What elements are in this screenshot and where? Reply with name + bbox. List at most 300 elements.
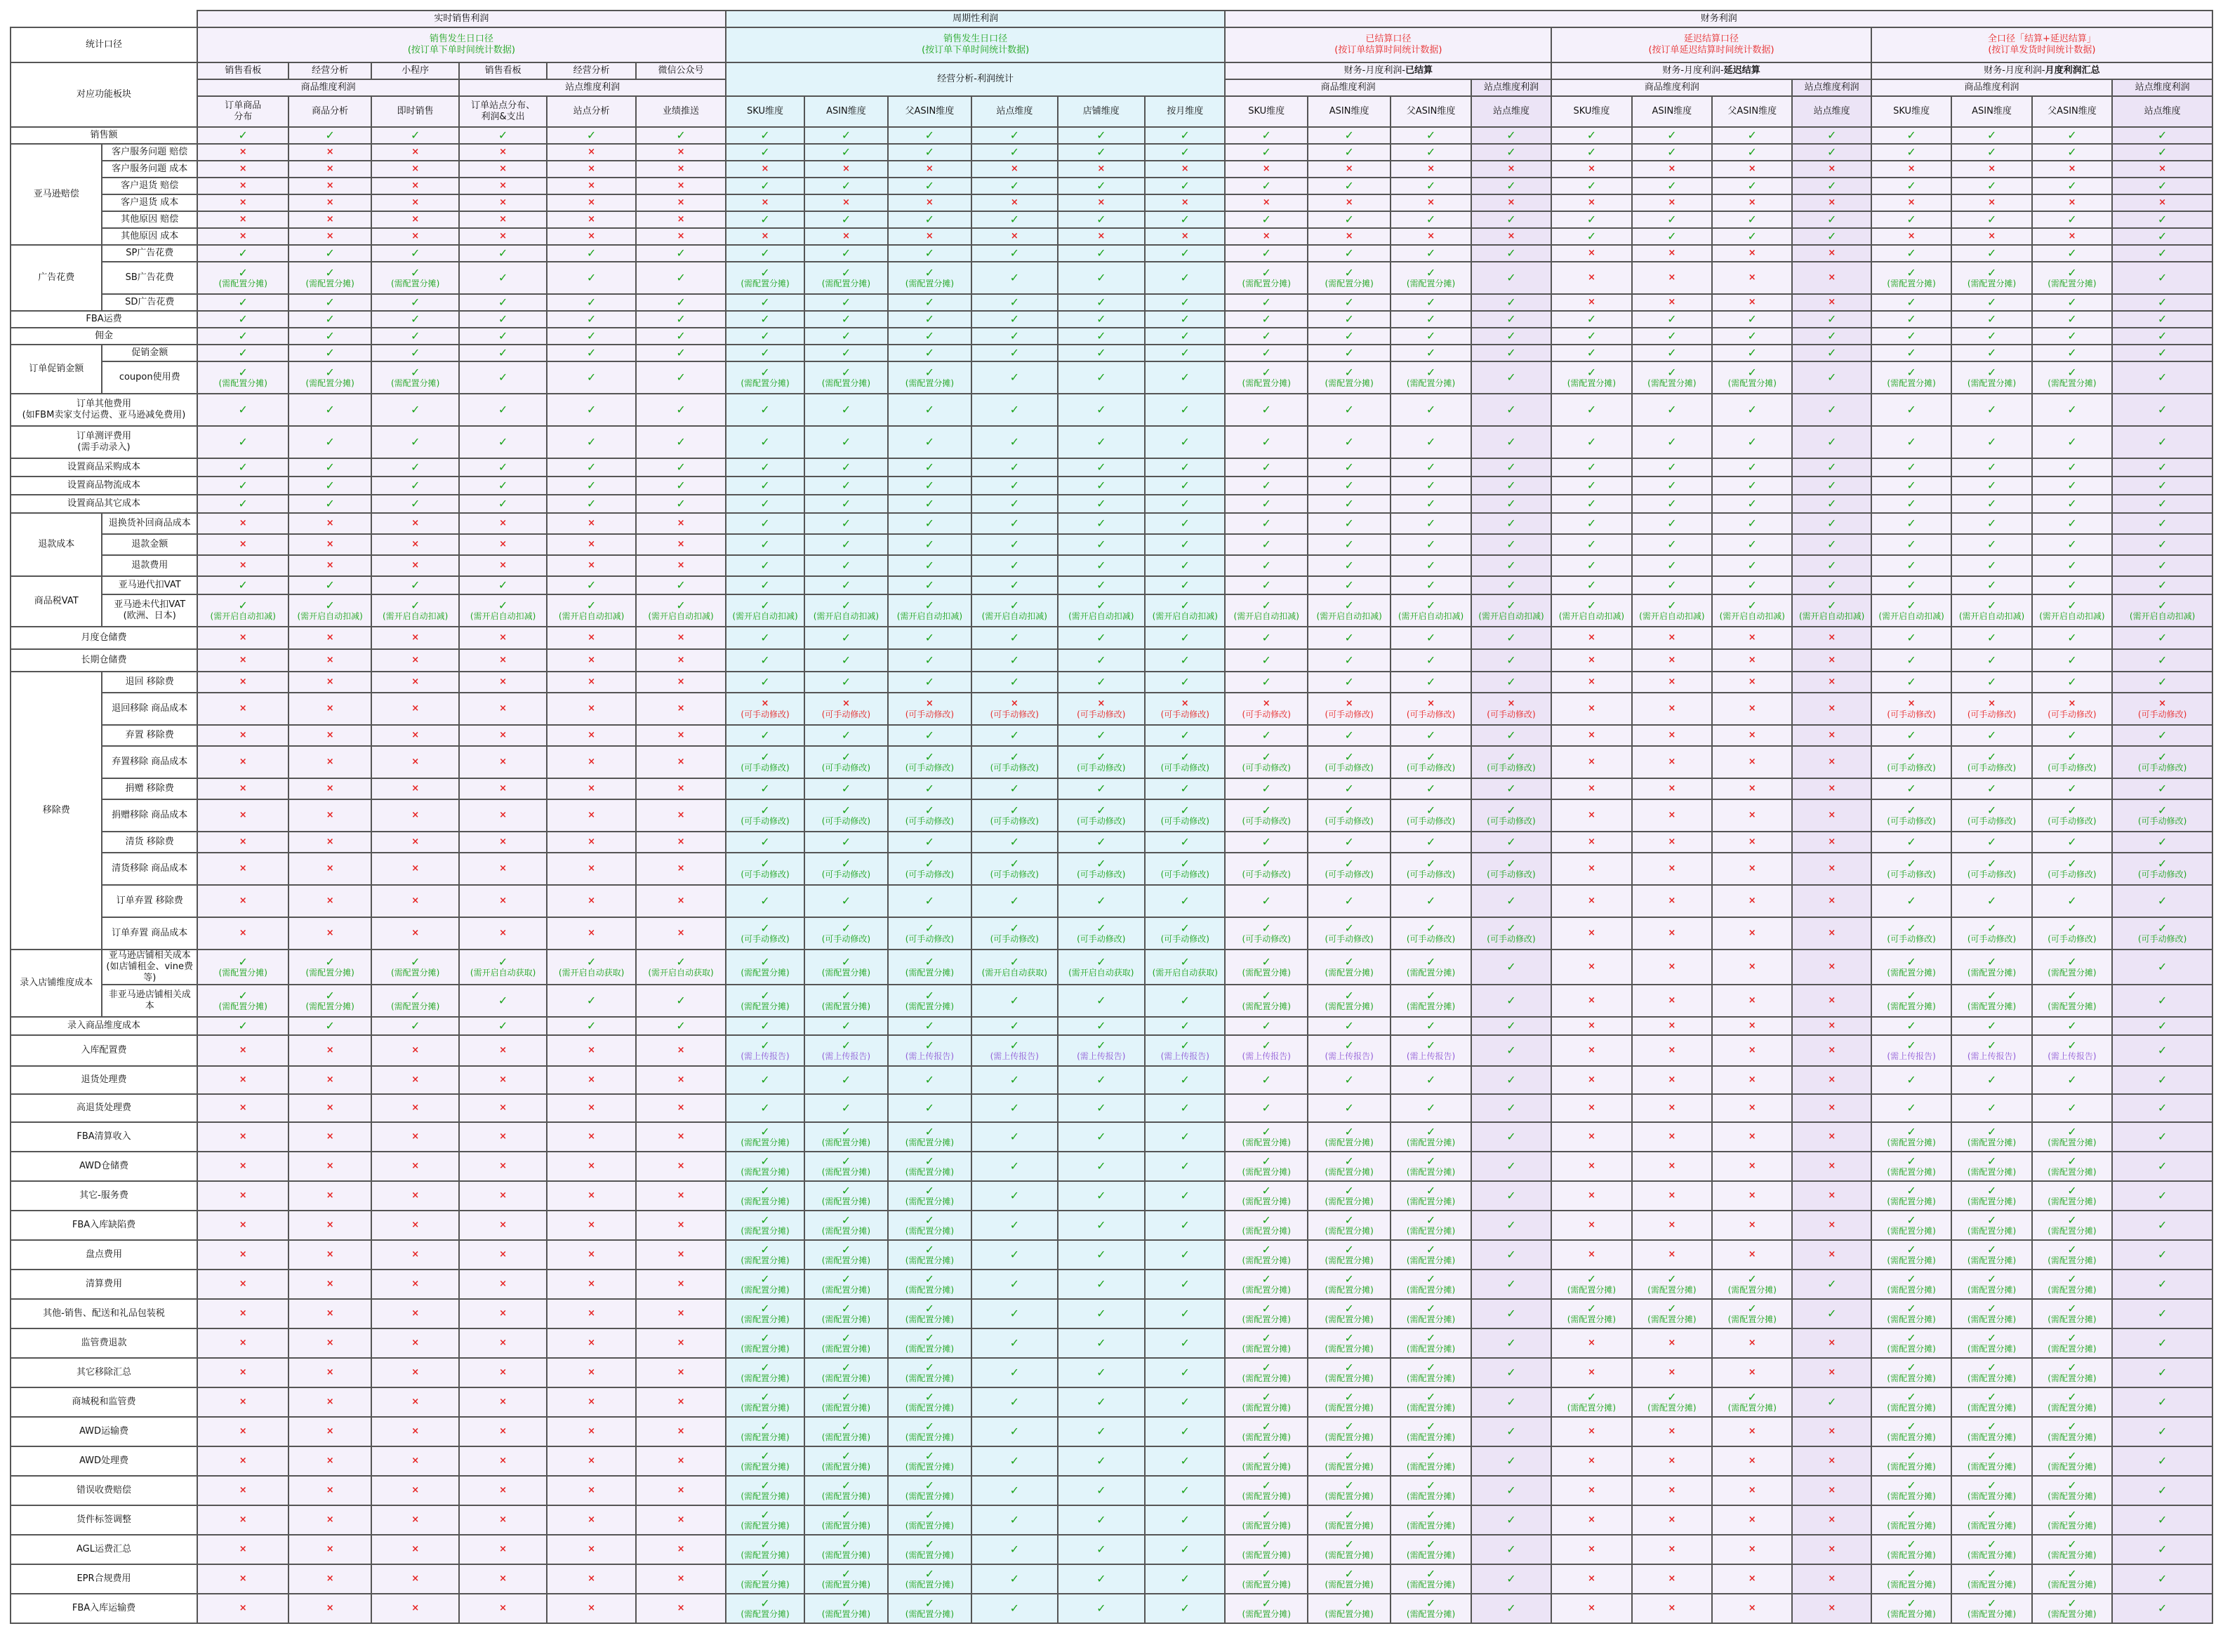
value-cell — [547, 245, 636, 262]
check-icon: ✓ — [1506, 578, 1516, 592]
cross-icon: × — [588, 677, 596, 687]
cross-icon: × — [1587, 1220, 1595, 1230]
note-A: (需配置分摊) — [1325, 1462, 1374, 1472]
check-icon: ✓ — [1747, 497, 1757, 510]
note-M: (可手动修改) — [1160, 934, 1209, 944]
cross-icon: × — [326, 1131, 334, 1142]
cross-icon: × — [326, 518, 334, 528]
value-cell — [1632, 458, 1712, 477]
value-cell — [2032, 394, 2112, 426]
value-cell — [1308, 693, 1391, 725]
value-cell — [888, 1594, 971, 1623]
check-icon: ✓ — [410, 403, 420, 416]
module-text: 销售看板 — [484, 65, 522, 76]
check-icon: ✓ — [1180, 145, 1190, 159]
sub-dimension-cell — [1951, 96, 2031, 127]
value-cell — [1871, 1240, 1951, 1270]
value-cell — [1308, 194, 1391, 211]
cell-text: 入库配置费 — [81, 1045, 127, 1055]
check-icon: ✓ — [1906, 955, 1916, 968]
cross-icon: × — [1748, 164, 1756, 174]
check-icon: ✓ — [1009, 631, 1020, 644]
check-icon: ✓ — [1009, 1189, 1020, 1202]
value-cell — [888, 1446, 971, 1476]
check-icon: ✓ — [1986, 213, 1997, 226]
value-cell — [636, 853, 725, 885]
value-cell — [726, 1035, 804, 1066]
value-cell — [1792, 885, 1871, 917]
check-icon: ✓ — [760, 1508, 770, 1521]
value-cell — [1471, 627, 1551, 649]
cross-icon: × — [1828, 197, 1836, 208]
module-text: 财务-月度利润- — [1662, 65, 1724, 76]
value-cell — [1058, 1240, 1145, 1270]
check-icon: ✓ — [1506, 835, 1516, 848]
check-icon: ✓ — [1096, 675, 1106, 688]
value-cell — [1308, 513, 1391, 534]
check-icon: ✓ — [760, 435, 770, 448]
note-A: (需配置分摊) — [741, 1285, 790, 1295]
value-cell — [1632, 832, 1712, 853]
check-icon: ✓ — [2067, 1125, 2077, 1138]
note-A: (需配置分摊) — [1325, 1344, 1374, 1354]
check-icon: ✓ — [1906, 403, 1916, 416]
check-icon: ✓ — [1180, 1336, 1190, 1350]
note-A: (需配置分摊) — [1967, 1285, 2017, 1295]
value-cell — [1471, 1476, 1551, 1505]
value-cell — [288, 746, 371, 778]
value-cell — [888, 534, 971, 555]
value-cell — [804, 294, 887, 311]
value-cell — [1712, 627, 1792, 649]
check-icon: ✓ — [1667, 517, 1677, 530]
value-cell — [2112, 627, 2212, 649]
cross-icon: × — [1828, 1426, 1836, 1437]
check-icon: ✓ — [924, 750, 935, 764]
value-cell — [1712, 1017, 1792, 1035]
value-cell — [1871, 853, 1951, 885]
cross-icon: × — [1507, 698, 1515, 709]
cell-text: (欧洲、日本) — [123, 611, 176, 621]
check-icon: ✓ — [238, 989, 248, 1002]
check-icon: ✓ — [410, 578, 420, 592]
value-cell — [459, 458, 546, 477]
value-cell — [1871, 1564, 1951, 1594]
value-cell — [197, 1417, 288, 1446]
check-icon: ✓ — [1180, 1019, 1190, 1032]
check-icon: ✓ — [1009, 955, 1020, 968]
check-icon: ✓ — [1009, 1395, 1020, 1408]
check-icon: ✓ — [410, 266, 420, 279]
value-cell — [2032, 1299, 2112, 1328]
value-cell — [636, 1417, 725, 1446]
note-A: (需配置分摊) — [905, 1001, 955, 1011]
value-cell — [1225, 194, 1307, 211]
note-A: (需配置分摊) — [1406, 279, 1456, 288]
note-M: (可手动修改) — [2137, 763, 2187, 773]
value-cell — [1712, 950, 1792, 985]
value-cell — [1871, 161, 1951, 178]
cross-icon: × — [677, 863, 685, 874]
value-cell — [888, 127, 971, 144]
cell-text: 订单站点分布、 — [471, 100, 536, 111]
row-subitem — [102, 178, 197, 194]
value-cell — [459, 885, 546, 917]
cross-icon: × — [499, 810, 507, 820]
row-subitem — [102, 144, 197, 161]
value-cell — [2032, 1066, 2112, 1094]
value-cell — [288, 513, 371, 534]
dimension-cell — [1471, 79, 1551, 96]
note-U: (需上传报告) — [1077, 1051, 1126, 1061]
value-cell — [1951, 1594, 2031, 1623]
value-cell — [547, 211, 636, 228]
caliber-line1: 延迟结算口径 — [1684, 34, 1739, 44]
note-M: (可手动修改) — [741, 934, 790, 944]
dimension-cell — [1225, 79, 1471, 96]
check-icon: ✓ — [924, 1184, 935, 1197]
cross-icon: × — [499, 147, 507, 157]
value-cell — [1871, 1535, 1951, 1564]
check-icon: ✓ — [1096, 1101, 1106, 1114]
value-cell — [1871, 361, 1951, 394]
value-cell — [1951, 1535, 2031, 1564]
value-cell — [1058, 1535, 1145, 1564]
check-icon: ✓ — [498, 271, 508, 284]
value-cell — [1308, 144, 1391, 161]
check-icon: ✓ — [1180, 1130, 1190, 1143]
check-icon: ✓ — [1096, 403, 1106, 416]
cross-icon: × — [1828, 1573, 1836, 1584]
cross-icon: × — [239, 1544, 247, 1554]
value-cell — [1391, 627, 1471, 649]
cross-icon: × — [326, 837, 334, 847]
value-cell — [636, 194, 725, 211]
value-cell — [197, 1594, 288, 1623]
value-cell — [726, 194, 804, 211]
value-cell — [371, 211, 459, 228]
check-icon: ✓ — [1986, 295, 1997, 309]
value-cell — [804, 161, 887, 178]
value-cell — [1145, 534, 1225, 555]
check-icon: ✓ — [924, 346, 935, 359]
value-cell — [1391, 245, 1471, 262]
check-icon: ✓ — [2157, 1336, 2168, 1350]
cell-text: FBA入库运输费 — [72, 1603, 136, 1613]
check-icon: ✓ — [760, 329, 770, 342]
cell-text: 退货处理费 — [81, 1074, 127, 1085]
value-cell — [1632, 245, 1712, 262]
note-A: (需配置分摊) — [1967, 1197, 2017, 1206]
check-icon: ✓ — [1906, 1508, 1916, 1521]
value-cell — [1225, 799, 1307, 832]
cell-text: SP广告花费 — [126, 248, 174, 258]
check-icon: ✓ — [498, 403, 508, 416]
cell-text: 站点维度 — [1492, 106, 1529, 116]
value-cell — [2112, 1211, 2212, 1240]
check-icon: ✓ — [1506, 329, 1516, 342]
note-A: (需配置分摊) — [1325, 1491, 1374, 1501]
value-cell — [288, 144, 371, 161]
cross-icon: × — [326, 1045, 334, 1055]
value-cell — [1951, 262, 2031, 294]
cross-icon: × — [1828, 164, 1836, 174]
value-cell — [288, 495, 371, 513]
value-cell — [888, 1152, 971, 1181]
cross-icon: × — [499, 1161, 507, 1171]
module-text: 财务-月度利润- — [1984, 65, 2045, 76]
value-cell — [888, 1387, 971, 1417]
value-cell — [1551, 294, 1631, 311]
cross-icon: × — [1748, 197, 1756, 208]
note-manual-edit: (可手动修改) — [1160, 710, 1209, 719]
note-M: (可手动修改) — [1406, 934, 1456, 944]
value-cell — [1225, 1387, 1307, 1417]
cross-icon: × — [411, 1338, 420, 1348]
check-icon: ✓ — [676, 460, 686, 474]
value-cell — [1871, 245, 1951, 262]
module-text: 经营分析 — [573, 65, 610, 76]
check-icon: ✓ — [1261, 1567, 1271, 1580]
cell-text: 其他原因 赔偿 — [121, 214, 179, 225]
check-icon: ✓ — [238, 312, 248, 326]
cross-icon: × — [499, 1485, 507, 1496]
cross-icon: × — [326, 632, 334, 643]
value-cell — [371, 144, 459, 161]
cross-icon: × — [326, 1103, 334, 1113]
value-cell — [1145, 594, 1225, 627]
value-cell — [1712, 1152, 1792, 1181]
value-cell — [2112, 194, 2212, 211]
cell-text: 亚马逊店铺相关成本 — [108, 950, 191, 961]
cross-icon: × — [239, 895, 247, 906]
value-cell — [1951, 917, 2031, 950]
check-icon: ✓ — [2067, 329, 2077, 342]
cross-icon: × — [1507, 164, 1515, 174]
value-cell — [2112, 228, 2212, 245]
note-A: (需配置分摊) — [905, 1462, 955, 1472]
cell-text: 订单其他费用 — [76, 399, 131, 409]
check-icon: ✓ — [1747, 1390, 1757, 1404]
check-icon: ✓ — [1906, 1302, 1916, 1315]
note-A: (需配置分摊) — [1242, 1550, 1291, 1560]
check-icon: ✓ — [1906, 460, 1916, 474]
check-icon: ✓ — [1096, 921, 1106, 935]
note-A: (需配置分摊) — [1406, 1138, 1456, 1147]
check-icon: ✓ — [1096, 1159, 1106, 1173]
cross-icon: × — [326, 655, 334, 665]
value-cell — [1391, 555, 1471, 576]
note-F: (需开启自动获取) — [470, 968, 536, 978]
value-cell — [2112, 1094, 2212, 1122]
value-cell — [459, 1270, 546, 1299]
value-cell — [1871, 458, 1951, 477]
value-cell — [1871, 345, 1951, 361]
note-A: (需配置分摊) — [1242, 1373, 1291, 1383]
check-icon: ✓ — [1261, 538, 1271, 551]
cross-icon: × — [499, 1249, 507, 1260]
check-icon: ✓ — [1986, 1508, 1997, 1521]
note-U: (需上传报告) — [1967, 1051, 2017, 1061]
value-cell — [1225, 1035, 1307, 1066]
cross-icon: × — [499, 677, 507, 687]
cross-icon: × — [1668, 1131, 1676, 1142]
check-icon: ✓ — [238, 329, 248, 342]
note-A: (需配置分摊) — [905, 1521, 955, 1531]
note-D: (需开启自动扣减) — [382, 611, 449, 621]
check-icon: ✓ — [325, 246, 335, 260]
cross-icon: × — [239, 837, 247, 847]
value-cell — [459, 1446, 546, 1476]
check-icon: ✓ — [2157, 1189, 2168, 1202]
check-icon: ✓ — [1009, 1218, 1020, 1232]
value-cell — [1471, 576, 1551, 594]
check-icon: ✓ — [1826, 1307, 1837, 1320]
value-cell — [888, 576, 971, 594]
check-icon: ✓ — [1261, 497, 1271, 510]
check-icon: ✓ — [1426, 857, 1436, 870]
cross-icon: × — [326, 1426, 334, 1437]
check-icon: ✓ — [1506, 728, 1516, 742]
note-A: (需配置分摊) — [741, 1580, 790, 1590]
note-A: (需配置分摊) — [2048, 1521, 2097, 1531]
note-A: (需配置分摊) — [1406, 1344, 1456, 1354]
check-icon: ✓ — [1986, 1073, 1997, 1086]
value-cell — [371, 799, 459, 832]
value-cell — [1951, 311, 2031, 328]
cross-icon: × — [1988, 698, 1996, 709]
check-icon: ✓ — [586, 346, 597, 359]
check-icon: ✓ — [1180, 1366, 1190, 1379]
value-cell — [1712, 853, 1792, 885]
value-cell — [888, 328, 971, 345]
check-icon: ✓ — [1426, 653, 1436, 667]
note-A: (需配置分摊) — [1967, 1491, 2017, 1501]
check-icon: ✓ — [1506, 1101, 1516, 1114]
check-icon: ✓ — [1586, 229, 1597, 243]
value-cell — [1471, 1270, 1551, 1299]
value-cell — [1632, 1270, 1712, 1299]
check-icon: ✓ — [1096, 329, 1106, 342]
value-cell — [1871, 1505, 1951, 1535]
value-cell — [1308, 555, 1391, 576]
check-icon: ✓ — [1180, 295, 1190, 309]
cell-text: 盘点费用 — [85, 1249, 122, 1260]
cross-icon: × — [239, 677, 247, 687]
value-cell — [2112, 1122, 2212, 1152]
check-icon: ✓ — [2067, 921, 2077, 935]
value-cell — [1792, 1066, 1871, 1094]
check-icon: ✓ — [924, 599, 935, 612]
value-cell — [197, 144, 288, 161]
check-icon: ✓ — [1180, 1039, 1190, 1052]
value-cell — [1632, 1505, 1712, 1535]
check-icon: ✓ — [586, 271, 597, 284]
check-icon: ✓ — [586, 329, 597, 342]
value-cell — [547, 534, 636, 555]
check-icon: ✓ — [1009, 578, 1020, 592]
value-cell — [1391, 194, 1471, 211]
check-icon: ✓ — [1344, 1101, 1354, 1114]
cross-icon: × — [677, 560, 685, 571]
value-cell — [1058, 394, 1145, 426]
value-cell — [459, 311, 546, 328]
check-icon: ✓ — [238, 497, 248, 510]
value-cell — [197, 1211, 288, 1240]
note-A: (需配置分摊) — [905, 1609, 955, 1619]
value-cell — [547, 1066, 636, 1094]
note-A: (需配置分摊) — [821, 1521, 871, 1531]
check-icon: ✓ — [1261, 1039, 1271, 1052]
row-category — [11, 649, 197, 672]
check-icon: ✓ — [1426, 1184, 1436, 1197]
cross-icon: × — [1668, 655, 1676, 665]
note-manual-edit: (可手动修改) — [1077, 710, 1126, 719]
check-icon: ✓ — [1096, 460, 1106, 474]
value-cell — [1951, 1299, 2031, 1328]
check-icon: ✓ — [1096, 1039, 1106, 1052]
value-cell — [888, 555, 971, 576]
check-icon: ✓ — [1096, 1336, 1106, 1350]
value-cell — [371, 1387, 459, 1417]
value-cell — [1871, 1017, 1951, 1035]
cross-icon: × — [588, 197, 596, 208]
check-icon: ✓ — [2157, 1130, 2168, 1143]
note-A: (需配置分摊) — [741, 968, 790, 978]
value-cell — [197, 127, 288, 144]
cell-text: 退款金额 — [131, 539, 168, 549]
check-icon: ✓ — [1261, 653, 1271, 667]
value-cell — [1632, 917, 1712, 950]
note-A: (需配置分摊) — [1325, 1314, 1374, 1324]
cross-icon: × — [411, 655, 420, 665]
note-A: (需配置分摊) — [821, 1255, 871, 1265]
value-cell — [1551, 627, 1631, 649]
cross-icon: × — [239, 560, 247, 571]
check-icon: ✓ — [1009, 1601, 1020, 1615]
cross-icon: × — [239, 164, 247, 174]
value-cell — [288, 627, 371, 649]
check-icon: ✓ — [1261, 1125, 1271, 1138]
value-cell — [1871, 672, 1951, 693]
cross-icon: × — [588, 1045, 596, 1055]
value-cell — [636, 1094, 725, 1122]
value-cell — [971, 1122, 1057, 1152]
check-icon: ✓ — [924, 1154, 935, 1168]
check-icon: ✓ — [1506, 1336, 1516, 1350]
value-cell — [1058, 693, 1145, 725]
value-cell — [1058, 985, 1145, 1017]
value-cell — [888, 194, 971, 211]
value-cell — [1871, 534, 1951, 555]
check-icon: ✓ — [1906, 246, 1916, 260]
value-cell — [197, 1358, 288, 1387]
value-cell — [804, 311, 887, 328]
value-cell — [888, 985, 971, 1017]
value-cell — [636, 799, 725, 832]
note-A: (需配置分摊) — [1325, 1197, 1374, 1206]
check-icon: ✓ — [676, 435, 686, 448]
value-cell — [1792, 1122, 1871, 1152]
value-cell — [197, 1446, 288, 1476]
check-icon: ✓ — [1826, 145, 1837, 159]
value-cell — [1951, 194, 2031, 211]
cross-icon: × — [677, 197, 685, 208]
value-cell — [636, 495, 725, 513]
value-cell — [1471, 693, 1551, 725]
check-icon: ✓ — [760, 1538, 770, 1551]
cross-icon: × — [588, 164, 596, 174]
